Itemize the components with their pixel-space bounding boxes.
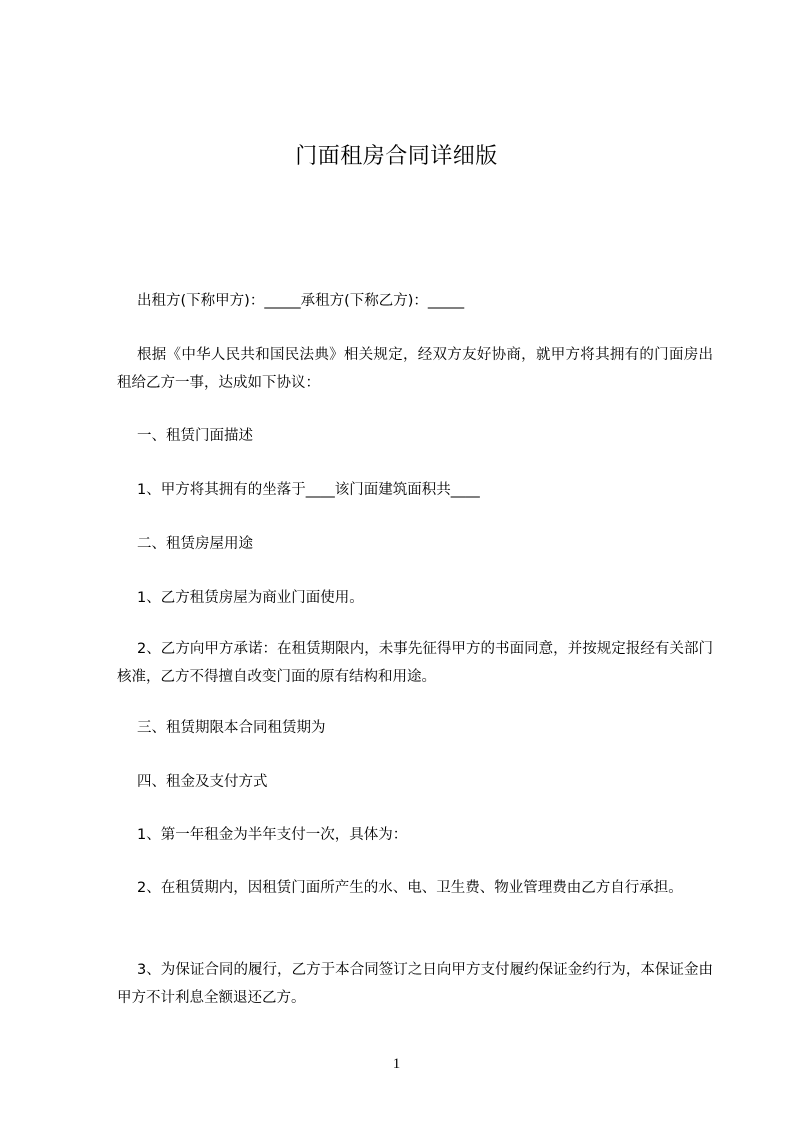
clause-4-1: 1、第一年租金为半年支付一次，具体为：	[137, 827, 408, 843]
clause-4-3: 3、为保证合同的履行，乙方于本合同签订之日向甲方支付履约保证金约行为，本保证金由甲方不计利息全额退还乙方。	[117, 962, 713, 1006]
clause-1-1: 1、甲方将其拥有的坐落于____该门面建筑面积共____	[137, 482, 480, 498]
section-heading-1: 一、租赁门面描述	[137, 428, 253, 444]
section-heading-2: 二、租赁房屋用途	[137, 536, 253, 552]
clause-2-2: 2、乙方向甲方承诺：在租赁期限内，未事先征得甲方的书面同意，并按规定报经有关部门核准，乙方不得擅自改变门面的原有结构和用途。	[117, 641, 713, 685]
section-heading-3: 三、租赁期限本合同租赁期为	[137, 720, 326, 736]
clause-4-2: 2、在租赁期内，因租赁门面所产生的水、电、卫生费、物业管理费由乙方自行承担。	[137, 880, 683, 896]
section-heading-4: 四、租金及支付方式	[137, 774, 268, 790]
page-number: 1	[392, 1056, 401, 1072]
preamble-paragraph: 根据《中华人民共和国民法典》相关规定，经双方友好协商，就甲方将其拥有的门面房出租给乙方一事，达成如下协议：	[117, 347, 713, 391]
clause-2-1: 1、乙方租赁房屋为商业门面使用。	[137, 590, 364, 606]
parties-line: 出租方(下称甲方)：_____承租方(下称乙方)：_____	[137, 293, 465, 309]
document-title: 门面租房合同详细版	[295, 144, 498, 169]
